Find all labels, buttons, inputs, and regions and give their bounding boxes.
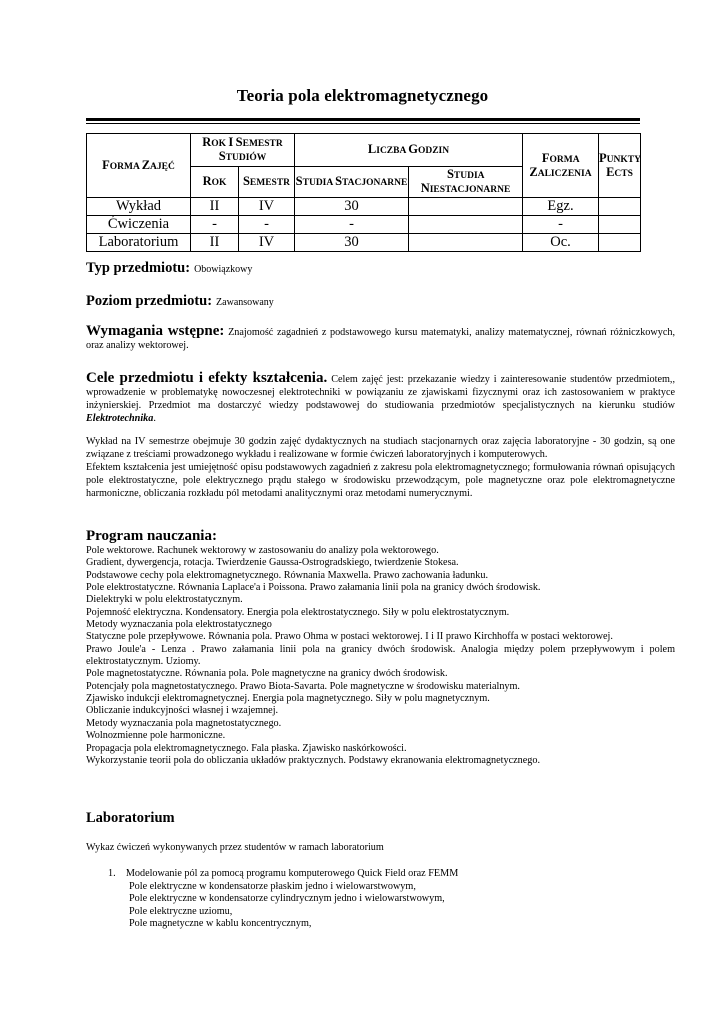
cele-text-after: .	[153, 413, 156, 424]
row-stacjonarne: 30	[295, 234, 409, 252]
list-item: Propagacja pola elektromagnetycznego. Fala płaska. Zjawisko naskórkowości.	[86, 742, 407, 754]
wymagania-text: Znajomość zagadnień z podstawowego kursu matematyki, analizy matematycznej, równań różniczkowych, oraz analizy wektorowej.	[86, 327, 676, 351]
row-ects	[599, 216, 641, 234]
list-item: Pole magnetyczne w kablu koncentrycznym,	[129, 918, 312, 929]
poziom-value: Zawansowany	[216, 297, 274, 308]
header-semestr: SEMESTR	[239, 167, 295, 198]
item-title: Modelowanie pól za pomocą programu komputerowego Quick Field oraz FEMM	[125, 868, 459, 879]
row-semestr: IV	[239, 234, 295, 252]
wymagania-wstepne	[86, 325, 675, 352]
row-forma: Ćwiczenia	[87, 216, 191, 234]
row-rok: II	[191, 234, 239, 252]
course-table	[86, 133, 641, 252]
row-zaliczenie: Egz.	[523, 198, 599, 216]
table-row	[87, 234, 641, 252]
cele-text-before: Celem zajęć jest: przekazanie wiedzy i zainteresowanie studentów przedmiotem,, wprowadzenie w problematykę nowoczesnej elektrotechniki w powiązaniu ze zjawiskami fizycznymi oraz ich zastosowaniem w praktyce inżynierskiej. Przedmiot ma dostarczyć wiedzy podstawowej do studiowania przedmiotów specjalistycznych na kierunku studiów	[86, 374, 676, 411]
cele-para3: Efektem kształcenia jest umiejętność opisu podstawowych zagadnień z zakresu pola elektromagnetycznego; formułowania równań opisujących pole elektrostatyczne, pole elektrycznego prądu stałego w środowisku przewodzącym, pole magnetyczne oraz pole elektromagnetyczne harmoniczne, obliczania rozkładu pól metodami analitycznymi oraz metodami numerycznymi.	[86, 462, 675, 499]
row-niestacjonarne	[409, 216, 523, 234]
typ-label: Typ przedmiotu:	[86, 260, 191, 276]
header-stacjonarne: STUDIA STACJONARNE	[295, 167, 409, 198]
poziom-przedmiotu	[86, 292, 675, 310]
header-punkty-ects: PUNKTY ECTS	[599, 134, 641, 198]
list-item: Wykorzystanie teorii pola do obliczania układów praktycznych. Podstawy ekranowania elektromagnetycznego.	[86, 754, 540, 766]
list-item: Pole wektorowe. Rachunek wektorowy w zastosowaniu do analizy pola wektorowego.	[86, 545, 439, 556]
header-rok: ROK	[191, 167, 239, 198]
laboratorium-list	[86, 868, 675, 931]
cele-text-emph: Elektrotechnika	[86, 413, 154, 424]
row-forma: Wykład	[87, 198, 191, 216]
list-item: Gradient, dywergencja, rotacja. Twierdzenie Gaussa-Ostrogradskiego, twierdzenie Stokesa.	[86, 557, 459, 569]
item-number: 1.	[108, 868, 116, 879]
cele-przedmiotu	[86, 372, 675, 500]
list-item: Pole elektryczne uziomu,	[129, 905, 233, 917]
list-item: Wolnozmienne pole harmoniczne.	[86, 730, 226, 742]
typ-przedmiotu	[86, 259, 675, 277]
table-row	[87, 216, 641, 234]
list-item: Pole elektrostatyczne. Równania Laplace'a i Poissona. Prawo załamania linii pola na granicy dwóch środowisk.	[86, 582, 541, 594]
row-rok: -	[191, 216, 239, 234]
header-rok-semestr: ROK I SEMESTR STUDIÓW	[191, 134, 295, 167]
row-semestr: -	[239, 216, 295, 234]
list-item: Pojemność elektryczna. Kondensatory. Energia pola elektrostatycznego. Siły w polu elektrostatycznym.	[86, 606, 510, 618]
list-item: Obliczanie indukcyjności własnej i wzajemnej.	[86, 705, 279, 717]
list-item: Metody wyznaczania pola elektrostatycznego	[86, 619, 272, 631]
list-item: Potencjały pola magnetostatycznego. Prawo Biota-Savarta. Pole magnetyczne w środowisku materialnym.	[86, 680, 520, 692]
list-item: Pole elektryczne w kondensatorze cylindrycznym jedno i wielowarstwowym,	[129, 893, 445, 904]
row-zaliczenie: Oc.	[523, 234, 599, 252]
list-item: Dielektryki w polu elektrostatycznym.	[86, 594, 243, 606]
laboratorium-heading: Laboratorium	[86, 810, 175, 826]
row-semestr: IV	[239, 198, 295, 216]
laboratorium-intro: Wykaz ćwiczeń wykonywanych przez studentów w ramach laboratorium	[86, 842, 384, 853]
list-item	[86, 868, 675, 881]
table-row	[87, 198, 641, 216]
cele-para2: Wykład na IV semestrze obejmuje 30 godzin zajęć dydaktycznych na studiach stacjonarnych oraz zajęcia laboratoryjne - 30 godzin, są one związane z treściami prowadzonego wykładu i realizowane w formie ćwiczeń laboratoryjnych i komputerowych.	[86, 436, 675, 460]
list-item: Metody wyznaczania pola magnetostatycznego.	[86, 717, 282, 729]
row-zaliczenie: -	[523, 216, 599, 234]
header-forma-zajec: FORMA ZAJĘĆ	[87, 134, 191, 198]
list-item: Podstawowe cechy pola elektromagnetycznego. Równania Maxwella. Prawo zachowania ładunku.	[86, 569, 488, 581]
poziom-label: Poziom przedmiotu:	[86, 293, 213, 309]
list-item: Zjawisko indukcji elektromagnetycznej. Energia pola magnetycznego. Siły w polu magnetycznym.	[86, 693, 490, 705]
list-item: Pole magnetostatyczne. Równania pola. Pole magnetyczne na granicy dwóch środowisk.	[86, 668, 448, 680]
row-stacjonarne: 30	[295, 198, 409, 216]
header-forma-zaliczenia: FORMA ZALICZENIA	[523, 134, 599, 198]
cele-label: Cele przedmiotu i efekty kształcenia.	[86, 370, 328, 386]
row-niestacjonarne	[409, 234, 523, 252]
row-stacjonarne: -	[295, 216, 409, 234]
title-rule-thin	[86, 123, 640, 124]
row-niestacjonarne	[409, 198, 523, 216]
program-nauczania	[86, 528, 675, 767]
program-heading: Program nauczania:	[86, 528, 217, 544]
list-item: Statyczne pole przepływowe. Równania pola. Prawo Ohma w postaci wektorowej. I i II prawo Kirchhoffa w postaci wektorowej.	[86, 631, 613, 643]
list-item: Prawo Joule'a - Lenza . Prawo załamania linii pola na granicy dwóch środowisk. Analogia między polem przepływowym i polem elektrostatycznym. Uziomy.	[86, 643, 675, 668]
list-item: Pole elektryczne w kondensatorze płaskim jedno i wielowarstwowym,	[129, 880, 416, 892]
typ-value: Obowiązkowy	[194, 264, 253, 275]
row-forma: Laboratorium	[87, 234, 191, 252]
row-ects	[599, 198, 641, 216]
program-list	[86, 545, 675, 767]
wymagania-label: Wymagania wstępne:	[86, 323, 225, 339]
document-title: Teoria pola elektromagnetycznego	[236, 86, 489, 105]
title-rule-thick	[86, 118, 640, 121]
header-niestacjonarne: STUDIA NIESTACJONARNE	[409, 167, 523, 198]
row-ects	[599, 234, 641, 252]
header-liczba-godzin: LICZBA GODZIN	[295, 134, 523, 167]
row-rok: II	[191, 198, 239, 216]
